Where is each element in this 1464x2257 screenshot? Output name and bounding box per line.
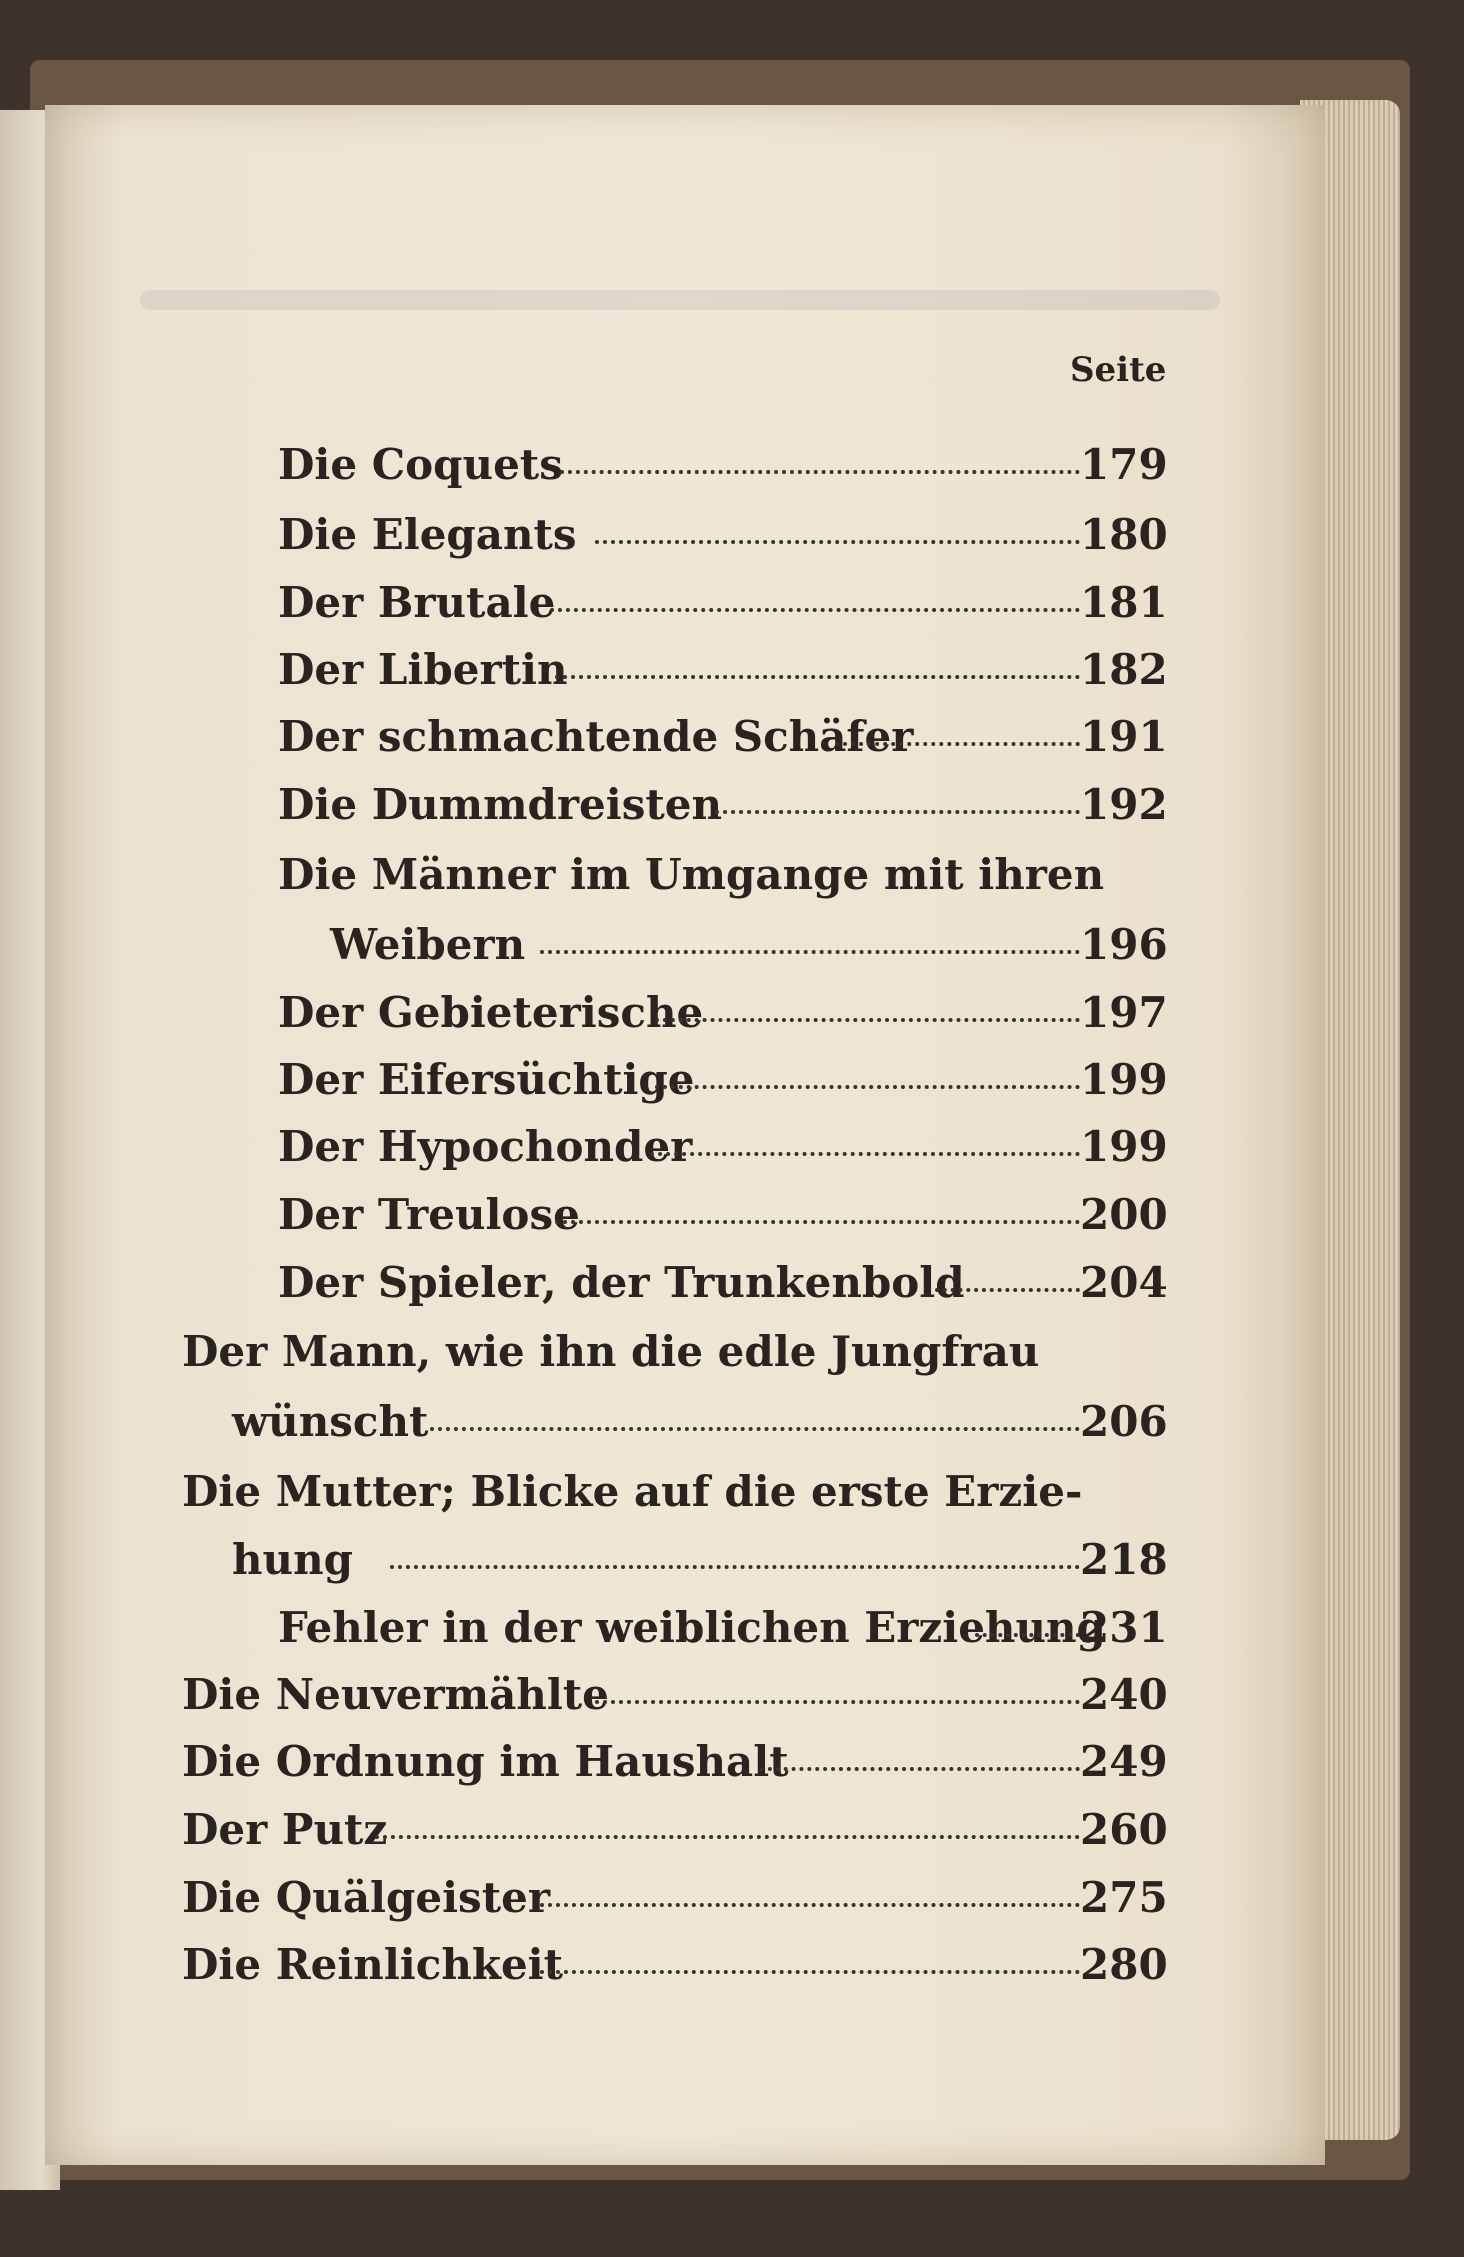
- toc-entry-page: 280: [1080, 1940, 1168, 1989]
- toc-entry-page: 260: [1080, 1805, 1168, 1854]
- toc-entry-page: 197: [1080, 988, 1168, 1037]
- toc-entry-page: 192: [1080, 780, 1168, 829]
- toc-entry-title: Der Hypochonder: [278, 1122, 693, 1171]
- toc-entry-page: 204: [1080, 1258, 1168, 1307]
- toc-entry-page: 180: [1080, 510, 1168, 559]
- show-through-line: [140, 290, 1220, 310]
- toc-entry-page: 240: [1080, 1670, 1168, 1719]
- toc-leader-dots: [550, 608, 1080, 612]
- toc-entry-page: 218: [1080, 1535, 1168, 1584]
- toc-leader-dots: [560, 470, 1080, 474]
- toc-leader-dots: [540, 950, 1080, 954]
- toc-entry-title: Weibern: [330, 920, 526, 969]
- toc-leader-dots: [375, 1835, 1080, 1839]
- toc-entry-title: Die Ordnung im Haushalt: [182, 1737, 789, 1786]
- toc-entry-page: 206: [1080, 1397, 1168, 1446]
- toc-leader-dots: [655, 1085, 1080, 1089]
- toc-entry-title: Die Männer im Umgange mit ihren: [278, 850, 1105, 899]
- toc-leader-dots: [760, 1767, 1080, 1771]
- toc-leader-dots: [975, 1633, 1080, 1637]
- toc-entry-page: 231: [1080, 1603, 1168, 1652]
- toc-entry-title: Der Libertin: [278, 645, 568, 694]
- toc-leader-dots: [715, 810, 1080, 814]
- toc-entry-page: 182: [1080, 645, 1168, 694]
- toc-entry-title: Der Spieler, der Trunkenbold: [278, 1258, 965, 1307]
- toc-leader-dots: [430, 1427, 1080, 1431]
- toc-entry-page: 275: [1080, 1873, 1168, 1922]
- toc-entry-title: Der Mann, wie ihn die edle Jungfrau: [182, 1327, 1040, 1376]
- toc-entry-title: Der Treulose: [278, 1190, 580, 1239]
- toc-entry-title: wünscht: [232, 1397, 429, 1446]
- toc-leader-dots: [540, 1970, 1080, 1974]
- toc-entry-page: 199: [1080, 1055, 1168, 1104]
- toc-entry-title: Die Dummdreisten: [278, 780, 723, 829]
- toc-leader-dots: [835, 742, 1080, 746]
- toc-leader-dots: [540, 1903, 1080, 1907]
- toc-leader-dots: [655, 1018, 1080, 1022]
- page-column-label: Seite: [1070, 350, 1167, 390]
- toc-entry-page: 199: [1080, 1122, 1168, 1171]
- toc-entry-title: Die Coquets: [278, 440, 563, 489]
- toc-entry-title: Der schmachtende Schäfer: [278, 712, 914, 761]
- toc-entry-title: Die Mutter; Blicke auf die erste Erzie-: [182, 1467, 1083, 1516]
- toc-entry-page: 249: [1080, 1737, 1168, 1786]
- toc-entry-title: Die Neuvermählte: [182, 1670, 609, 1719]
- toc-entry-title: Fehler in der weiblichen Erziehung: [278, 1603, 1106, 1652]
- toc-leader-dots: [390, 1565, 1080, 1569]
- toc-leader-dots: [555, 1220, 1080, 1224]
- toc-entry-page: 179: [1080, 440, 1168, 489]
- toc-leader-dots: [650, 1152, 1080, 1156]
- toc-entry-title: hung: [232, 1535, 353, 1584]
- toc-leader-dots: [935, 1288, 1080, 1292]
- toc-entry-title: Der Putz: [182, 1805, 388, 1854]
- toc-leader-dots: [595, 540, 1080, 544]
- toc-entry-page: 181: [1080, 578, 1168, 627]
- toc-entry-title: Die Elegants: [278, 510, 577, 559]
- toc-leader-dots: [595, 1700, 1080, 1704]
- toc-entry-title: Der Eifersüchtige: [278, 1055, 695, 1104]
- toc-entry-title: Die Reinlichkeit: [182, 1940, 564, 1989]
- toc-leader-dots: [555, 675, 1080, 679]
- toc-entry-title: Die Quälgeister: [182, 1873, 550, 1922]
- toc-entry-page: 196: [1080, 920, 1168, 969]
- toc-entry-page: 200: [1080, 1190, 1168, 1239]
- toc-entry-title: Der Brutale: [278, 578, 556, 627]
- toc-entry-page: 191: [1080, 712, 1168, 761]
- toc-entry-title: Der Gebieterische: [278, 988, 704, 1037]
